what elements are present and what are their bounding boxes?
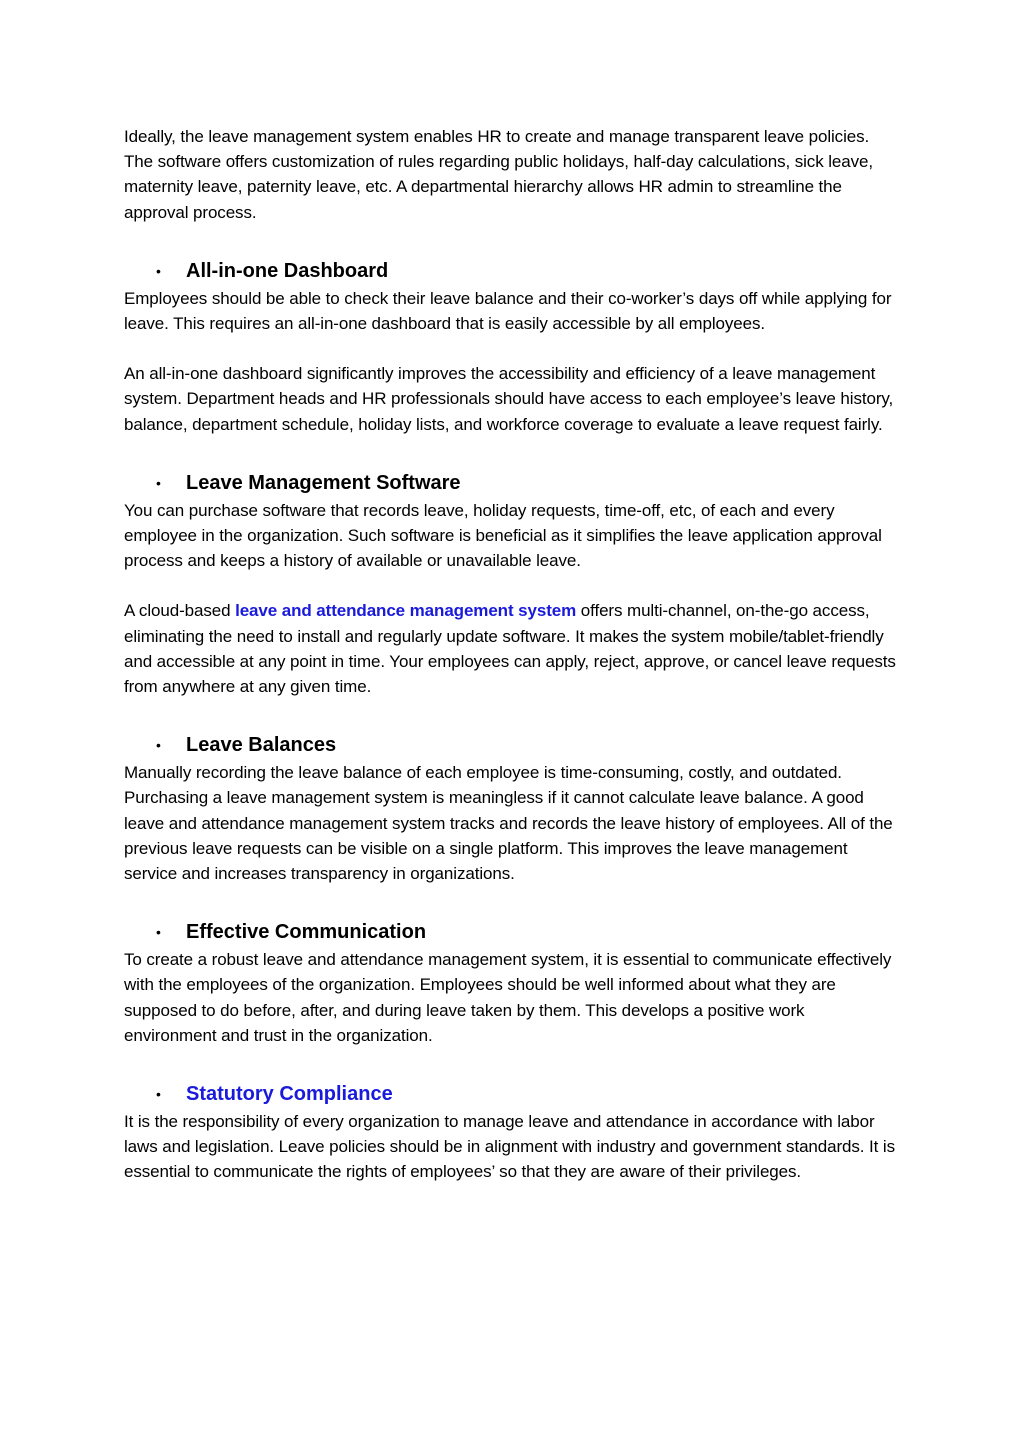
software-paragraph-1: You can purchase software that records leave, holiday requests, time-off, etc, of each and every employee in the organization. Such software is beneficial as it simplifies the leave application approval process and keeps a history of available or unavailable leave.: [124, 500, 882, 571]
intro-paragraph: Ideally, the leave management system enables HR to create and manage transparent leave policies. The software offers customization of rules regarding public holidays, half-day calculations, sick leave, maternity leave, paternity leave, etc. A departmental hierarchy allows HR admin to streamline the approval process.: [124, 127, 873, 222]
heading-all-in-one-dashboard: All-in-one Dashboard: [186, 259, 389, 282]
bullet-icon: •: [156, 1086, 161, 1103]
section-heading-balances: [124, 730, 899, 760]
section-heading-communication: [124, 917, 899, 947]
heading-leave-balances: Leave Balances: [186, 734, 337, 757]
software-paragraph-2-lead: A cloud-based: [124, 601, 236, 621]
heading-effective-communication: Effective Communication: [186, 921, 427, 944]
bullet-icon: •: [156, 924, 161, 941]
software-paragraph-2: [124, 598, 899, 699]
bullet-icon: •: [156, 737, 161, 754]
software-paragraph-2-tail: offers multi-channel, on-the-go access, eliminating the need to install and regularly update software. It makes the system mobile/tablet-friendly and accessible at any point in time. Your employees can apply, reject, approve, or cancel leave requests from anywhere at any given time.: [124, 601, 896, 697]
compliance-paragraph: It is the responsibility of every organization to manage leave and attendance in accordance with labor laws and legislation. Leave policies should be in alignment with industry and government standards. It is essential to communicate the rights of employees’ so that they are aware of their privileges.: [124, 1112, 896, 1182]
document-page: [124, 124, 899, 1185]
section-heading-compliance: [124, 1079, 899, 1109]
bullet-icon: •: [156, 474, 161, 491]
balances-paragraph: Manually recording the leave balance of each employee is time-consuming, costly, and outdated. Purchasing a leave management system is meaningless if it cannot calculate leave balance. A good leave and attendance management system tracks and records the leave history of employees. All of the previous leave requests can be visible on a single platform. This improves the leave management service and increases transparency in organizations.: [124, 763, 893, 884]
bullet-icon: •: [156, 262, 161, 279]
leave-attendance-system-link[interactable]: leave and attendance management system: [235, 601, 577, 621]
communication-paragraph: To create a robust leave and attendance management system, it is essential to communicate effectively with the employees of the organization. Employees should be well informed about what they are supposed to do before, after, and during leave taken by them. This develops a positive work environment and trust in the organization.: [124, 950, 892, 1045]
dashboard-paragraph-1: Employees should be able to check their leave balance and their co-worker’s days off while applying for leave. This requires an all-in-one dashboard that is easily accessible by all employees.: [124, 288, 892, 334]
dashboard-paragraph-2: An all-in-one dashboard significantly improves the accessibility and efficiency of a leave management system. Department heads and HR professionals should have access to each employee’s leave history, balance, department schedule, holiday lists, and workforce coverage to evaluate a leave request fairly.: [124, 364, 894, 434]
section-heading-software: [124, 468, 899, 498]
heading-statutory-compliance-link[interactable]: Statutory Compliance: [186, 1083, 393, 1106]
section-heading-dashboard: [124, 256, 899, 286]
heading-leave-management-software: Leave Management Software: [186, 471, 461, 494]
